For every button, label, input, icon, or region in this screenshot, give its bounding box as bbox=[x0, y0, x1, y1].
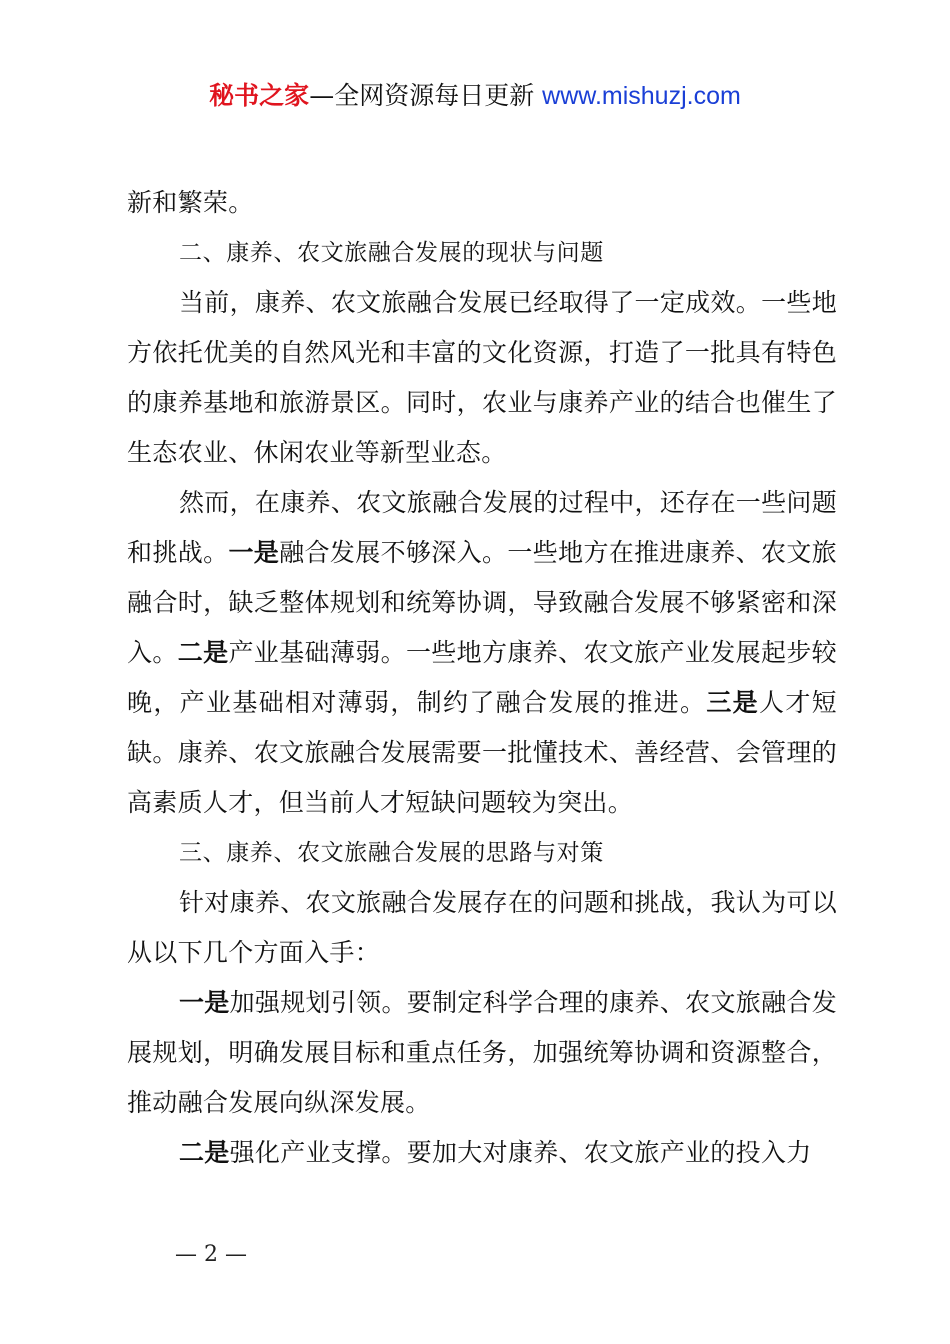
site-url-link[interactable]: www.mishuzj.com bbox=[542, 82, 741, 110]
paragraph-continuation: 新和繁荣。 bbox=[127, 188, 254, 217]
paragraph-measure-2 bbox=[127, 1128, 837, 1178]
header-tagline: —全网资源每日更新 bbox=[309, 81, 535, 110]
measure-2-text: 强化产业支撑。要加大对康养、农文旅产业的投入力 bbox=[229, 1138, 812, 1167]
document-body bbox=[127, 178, 837, 1178]
problem-3-text: 人才短缺。康养、农文旅融合发展需要一批懂技术、善经营、会管理的高素质人才，但当前人才短缺问题较为突出。 bbox=[127, 688, 837, 817]
brand-name: 秘书之家 bbox=[209, 81, 310, 110]
page-number: — 2 — bbox=[175, 1242, 247, 1267]
page-header bbox=[0, 80, 950, 112]
problem-2-lead: 二是 bbox=[177, 638, 229, 667]
section-heading-2: 二、康养、农文旅融合发展的现状与问题 bbox=[179, 240, 604, 266]
problem-1-text: 融合发展不够深入。一些地方在推进康养、农文旅融合时，缺乏整体规划和统筹协调，导致融合发展不够紧密和深入。 bbox=[127, 538, 837, 667]
section-heading-3: 三、康养、农文旅融合发展的思路与对策 bbox=[179, 840, 604, 866]
paragraph-current-status: 当前，康养、农文旅融合发展已经取得了一定成效。一些地方依托优美的自然风光和丰富的文化资源，打造了一批具有特色的康养基地和旅游景区。同时，农业与康养产业的结合也催生了生态农业、休闲农业等新型业态。 bbox=[127, 288, 837, 467]
problems-intro: 然而，在康养、农文旅融合发展的过程中，还存在一些问题和挑战。 bbox=[127, 488, 837, 567]
problem-1-lead: 一是 bbox=[228, 538, 280, 567]
paragraph-approach: 针对康养、农文旅融合发展存在的问题和挑战，我认为可以从以下几个方面入手： bbox=[127, 888, 837, 967]
measure-1-text: 加强规划引领。要制定科学合理的康养、农文旅融合发展规划，明确发展目标和重点任务，加强统筹协调和资源整合，推动融合发展向纵深发展。 bbox=[127, 988, 837, 1117]
paragraph-problems bbox=[127, 478, 837, 828]
problem-2-text: 产业基础薄弱。一些地方康养、农文旅产业发展起步较晚，产业基础相对薄弱，制约了融合发展的推进。 bbox=[127, 638, 837, 717]
problem-3-lead: 三是 bbox=[706, 688, 760, 717]
measure-2-lead: 二是 bbox=[179, 1138, 230, 1167]
paragraph-measure-1 bbox=[127, 978, 837, 1128]
measure-1-lead: 一是 bbox=[179, 988, 230, 1017]
